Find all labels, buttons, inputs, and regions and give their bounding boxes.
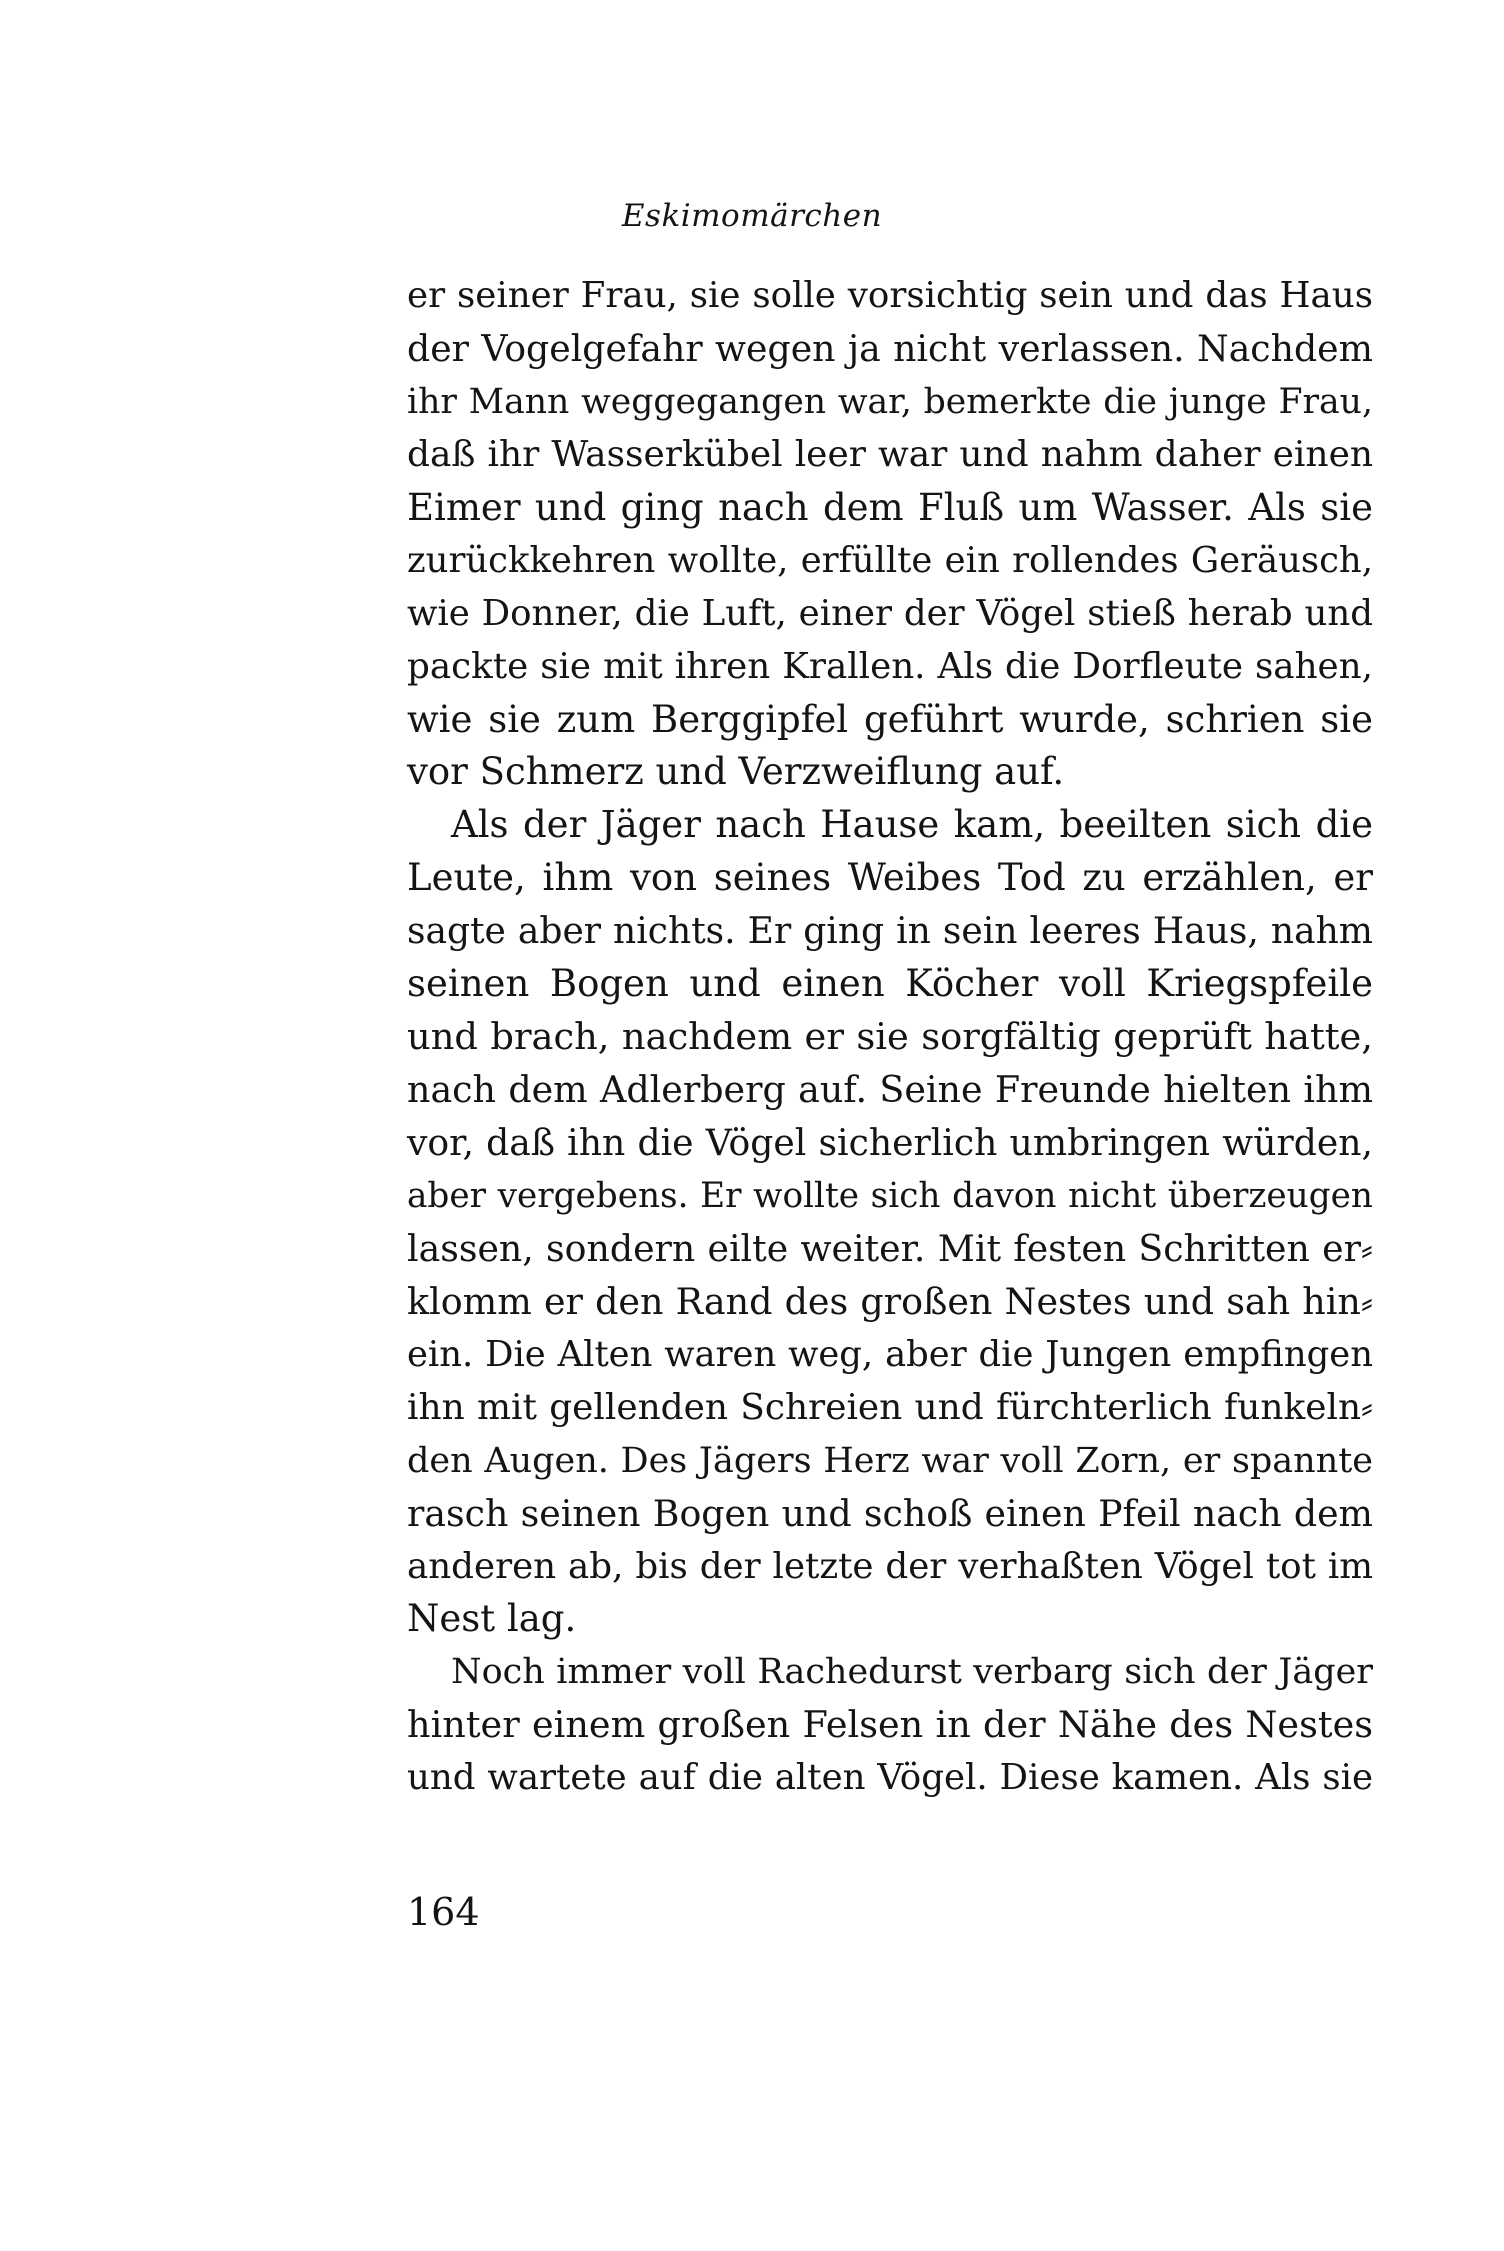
running-head: Eskimomärchen: [621, 198, 883, 234]
page-number: 164: [407, 1890, 480, 1934]
paragraph: [407, 799, 1373, 1646]
text-line: lassen, sondern eilte weiter. Mit festen Schritten er⸗: [407, 1226, 1373, 1270]
text-line: aber vergebens. Er wollte sich davon nicht überzeugen: [407, 1175, 1373, 1216]
text-line: zurückkehren wollte, erfüllte ein rollendes Geräusch,: [407, 539, 1373, 581]
text-line: der Vogelgefahr wegen ja nicht verlassen. Nachdem: [407, 326, 1373, 370]
text-line: nach dem Adlerberg auf. Seine Freunde hielten ihm: [407, 1068, 1373, 1112]
text-line: vor Schmerz und Verzweiflung auf.: [407, 750, 1065, 794]
text-line: ihn mit gellenden Schreien und fürchterlich funkeln⸗: [407, 1386, 1373, 1428]
text-line: packte sie mit ihren Krallen. Als die Dorfleute sahen,: [407, 645, 1373, 687]
body-text: [407, 270, 1373, 1805]
text-line: den Augen. Des Jägers Herz war voll Zorn, er spannte: [407, 1440, 1373, 1481]
text-line: Nest lag.: [407, 1597, 577, 1641]
paragraph: [407, 1646, 1373, 1805]
text-line: wie Donner, die Luft, einer der Vögel stieß herab und: [407, 592, 1373, 634]
text-line: daß ihr Wasserkübel leer war und nahm daher einen: [407, 433, 1373, 475]
text-line: er seiner Frau, sie solle vorsichtig sein und das Haus: [407, 275, 1373, 316]
text-line: rasch seinen Bogen und schoß einen Pfeil nach dem: [407, 1491, 1373, 1535]
text-line: seinen Bogen und einen Köcher voll Kriegspfeile: [407, 962, 1373, 1006]
text-line: klomm er den Rand des großen Nestes und sah hin⸗: [407, 1279, 1373, 1323]
text-line: wie sie zum Berggipfel geführt wurde, schrien sie: [407, 697, 1373, 741]
text-line: und brach, nachdem er sie sorgfältig geprüft hatte,: [407, 1015, 1373, 1059]
text-line: hinter einem großen Felsen in der Nähe des Nestes: [407, 1703, 1373, 1747]
text-line: ein. Die Alten waren weg, aber die Jungen empfingen: [407, 1333, 1373, 1375]
text-line: vor, daß ihn die Vögel sicherlich umbringen würden,: [407, 1121, 1373, 1164]
text-line: Eimer und ging nach dem Fluß um Wasser. Als sie: [407, 485, 1373, 529]
text-line: sagte aber nichts. Er ging in sein leeres Haus, nahm: [407, 910, 1373, 953]
text-line: anderen ab, bis der letzte der verhaßten Vögel tot im: [407, 1545, 1373, 1587]
text-line: Als der Jäger nach Hause kam, beeilten sich die: [451, 803, 1373, 847]
text-line: Noch immer voll Rachedurst verbarg sich der Jäger: [451, 1652, 1373, 1693]
paragraph: [407, 270, 1373, 799]
text-line: Leute, ihm von seines Weibes Tod zu erzählen, er: [407, 856, 1373, 900]
text-line: und wartete auf die alten Vögel. Diese kamen. Als sie: [407, 1757, 1373, 1799]
text-line: ihr Mann weggegangen war, bemerkte die junge Frau,: [407, 381, 1373, 422]
